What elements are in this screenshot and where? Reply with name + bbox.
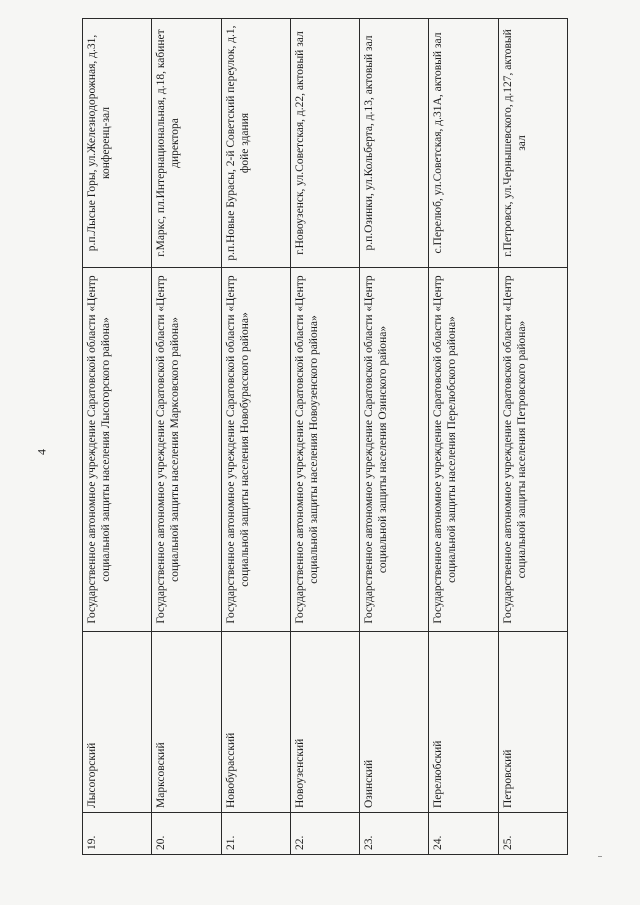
table-row — [290, 19, 359, 855]
district-name: Озинский — [360, 632, 429, 813]
social-protection-centers-table — [82, 18, 568, 855]
table-row — [429, 19, 498, 855]
organization-name: Государственное автономное учреждение Саратовской области «Центр социальной защиты населения Озинского района» — [360, 268, 429, 632]
table-container — [82, 25, 568, 855]
district-name: Новоузенский — [290, 632, 359, 813]
address: р.п.Новые Бурасы, 2-й Советский переулок, д.1, фойе здания — [221, 19, 290, 268]
address: р.п.Лысые Горы, ул.Железнодорожная, д.31, конференц-зал — [83, 19, 152, 268]
organization-name: Государственное автономное учреждение Саратовской области «Центр социальной защиты населения Новоузенского района» — [290, 268, 359, 632]
organization-name: Государственное автономное учреждение Саратовской области «Центр социальной защиты населения Марксовского района» — [152, 268, 221, 632]
row-number: 22. — [290, 813, 359, 855]
organization-name: Государственное автономное учреждение Саратовской области «Центр социальной защиты населения Новобурасского района» — [221, 268, 290, 632]
table-row — [152, 19, 221, 855]
organization-name: Государственное автономное учреждение Саратовской области «Центр социальной защиты населения Лысогорского района» — [83, 268, 152, 632]
organization-name: Государственное автономное учреждение Саратовской области «Центр социальной защиты населения Петровского района» — [498, 268, 567, 632]
address: г.Маркс, пл.Интернациональная, д.18, кабинет директора — [152, 19, 221, 268]
table-row — [83, 19, 152, 855]
row-number: 20. — [152, 813, 221, 855]
table-row — [360, 19, 429, 855]
row-number: 24. — [429, 813, 498, 855]
scan-mark — [598, 856, 602, 857]
address: г.Новоузенск, ул.Советская, д.22, актовый зал — [290, 19, 359, 268]
district-name: Лысогорский — [83, 632, 152, 813]
row-number: 21. — [221, 813, 290, 855]
district-name: Марксовский — [152, 632, 221, 813]
row-number: 23. — [360, 813, 429, 855]
row-number: 25. — [498, 813, 567, 855]
district-name: Новобурасский — [221, 632, 290, 813]
table-row — [498, 19, 567, 855]
address: р.п.Озинки, ул.Кольберта, д.13, актовый зал — [360, 19, 429, 268]
district-name: Петровский — [498, 632, 567, 813]
address: г.Петровск, ул.Чернышевского, д.127, актовый зал — [498, 19, 567, 268]
table-row — [221, 19, 290, 855]
page-number: 4 — [34, 449, 49, 455]
row-number: 19. — [83, 813, 152, 855]
district-name: Перелюбский — [429, 632, 498, 813]
organization-name: Государственное автономное учреждение Саратовской области «Центр социальной защиты населения Перелюбского района» — [429, 268, 498, 632]
address: с.Перелюб, ул.Советская, д.31А, актовый зал — [429, 19, 498, 268]
